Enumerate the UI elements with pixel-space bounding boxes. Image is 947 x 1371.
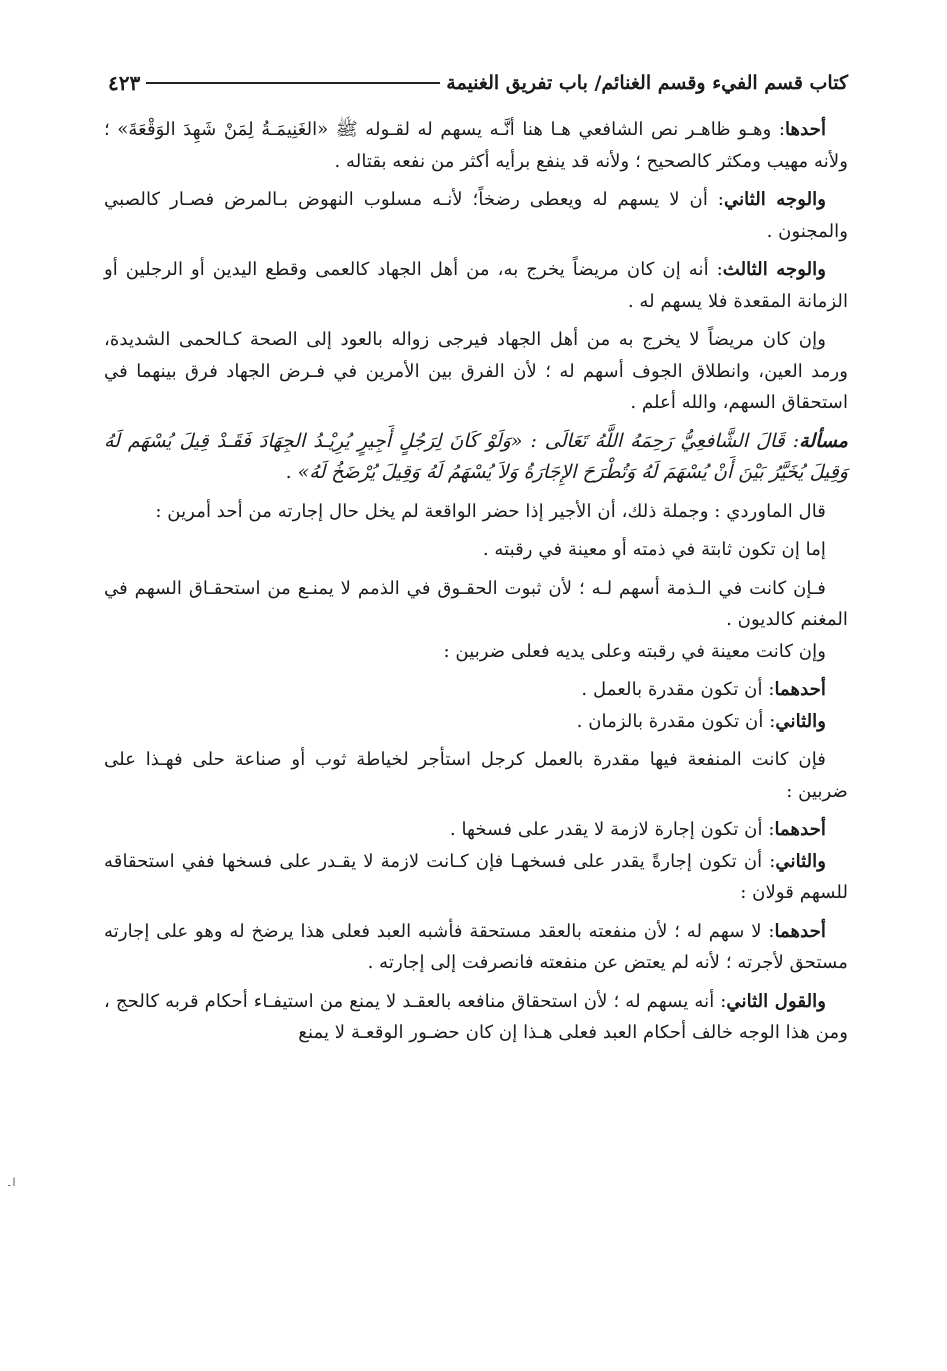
paragraph [104,706,848,738]
masala-quote [104,426,848,489]
margin-mark: ا۔ [6,1176,16,1189]
paragraph-text: : وهـو ظاهـر نص الشافعي هـا هنا أنَّـه يسهم له لقـوله ﷺ «الغَنِيمَـةُ لِمَنْ شَهِدَ الوَقْعَةَ» ؛ ولأنه مهيب ومكثر كالصحيح ؛ ولأنه قد ينفع برأيه أكثر من نفعه بقتاله . [104,119,848,172]
paragraph-text: : أنه إن كان مريضاً يخرج به، من أهل الجهاد كالعمى وقطع اليدين أو الرجلين أو الزمانة المقعدة فلا يسهم له . [104,259,848,312]
paragraph [104,184,848,247]
paragraph-lead: والوجه الثالث [722,259,827,280]
paragraph-text: : أن تكون إجارةً يقدر على فسخهـا فإن كـانت لازمة لا يقـدر على فسخها ففي استحقاقه للسهم قولان : [104,850,848,903]
paragraph-text: إما إن تكون ثابتة في ذمته أو معينة في رقبته . [482,539,826,560]
paragraph-text: : أن تكون مقدرة بالعمل . [581,679,775,700]
paragraph [104,916,848,979]
paragraph [104,846,848,909]
paragraph [104,636,848,668]
paragraph-lead: والوجه الثاني [723,189,827,210]
paragraph [104,674,848,706]
paragraph [104,534,848,566]
paragraph-lead: أحدهما [774,819,826,840]
paragraph-text: قال الماوردي : وجملة ذلك، أن الأجير إذا حضر الواقعة لم يخل حال إجارته من أحد أمرين : [155,500,826,522]
paragraph-lead: مسألة [799,429,848,452]
running-header [108,66,848,100]
paragraph-text: : أن تكون إجارة لازمة لا يقدر على فسخها . [449,819,775,840]
paragraph-lead: أحدهما [774,920,826,942]
paragraph-text: : أن لا يسهم له ويعطى رضخاً؛ لأنـه مسلوب النهوض بـالمرض فصـار كالصبي والمجنون . [104,189,848,242]
paragraph-lead: أحدها [785,119,826,140]
paragraph [104,254,848,317]
paragraph [104,986,848,1049]
paragraph-lead: أحدهما [774,679,826,700]
paragraph [104,114,848,177]
paragraph-text: فـإن كانت في الـذمة أسهم لـه ؛ لأن ثبوت الحقـوق في الذمم لا يمنـع من استحقـاق السهم في المغنم كالديون . [104,577,848,630]
paragraph-text: وإن كانت معينة في رقبته وعلى يديه فعلى ضربين : [443,640,826,662]
paragraph-lead: والثاني [775,710,826,732]
paragraph [104,573,848,636]
page-number: ٤٢٣ [108,71,141,95]
paragraph-lead: والثاني [775,850,826,872]
header-rule [146,82,440,84]
paragraph-text: وإن كان مريضاً لا يخرج به من أهل الجهاد فيرجى زواله بالعود إلى الصحة كـالحمى الشديدة، ورمد العين، وانطلاق الجوف أسهم له ؛ لأن الفرق بين الأمرين في فـرض الجهاد فرق بينهما في استحقاق السهم، والله أعلم . [104,329,848,413]
paragraph [104,814,848,846]
paragraph-text: : أن تكون مقدرة بالزمان . [576,710,776,732]
paragraph-text: فإن كانت المنفعة فيها مقدرة بالعمل كرجل استأجر لخياطة ثوب أو صناعة حلى فهـذا على ضربين : [104,749,848,802]
paragraph-text: : لا سهم له ؛ لأن منفعته بالعقد مستحقة فأشبه العبد فعلى هذا يرضخ له وهو على إجارته مستحق لأجرته ؛ لأنه لم يعتض عن منفعته فانصرفت إلى إجارته . [104,920,848,973]
paragraph [104,324,848,419]
header-title: كتاب قسم الفيء وقسم الغنائم/ باب تفريق الغنيمة [446,72,848,94]
paragraph-lead: والقول الثاني [726,990,826,1012]
paragraph [104,744,848,807]
paragraph-text: : قَالَ الشَّافعِيُّ رَحِمَهُ اللَّهُ تَعَالَى : «وَلَوْ كَانَ لِرَجُلٍ أَجِيرٍ يُرِيْـدُ الجِهَادَ فَقَـدْ قِيلَ يُسْهَم لَهُ وَقِيلَ يُخَيَّرُ بَيْنَ أَنْ يُسْهَمَ لَهُ وَتُطْرَحَ الإِجَارَةُ وَلاَ يُسْهَمُ لَهُ وَقِيلَ يُرْضَخُ لَهُ» . [104,429,848,483]
paragraph-text: : أنه يسهم له ؛ لأن استحقاق منافعه بالعقـد لا يمنع من استيفـاء أحكام قربه كالحج ، ومن هذا الوجه خالف أحكام العبد فعلى هـذا إن كان حضـور الوقعـة لا يمنع [104,990,848,1043]
page-body [104,114,848,1056]
paragraph [104,496,848,528]
